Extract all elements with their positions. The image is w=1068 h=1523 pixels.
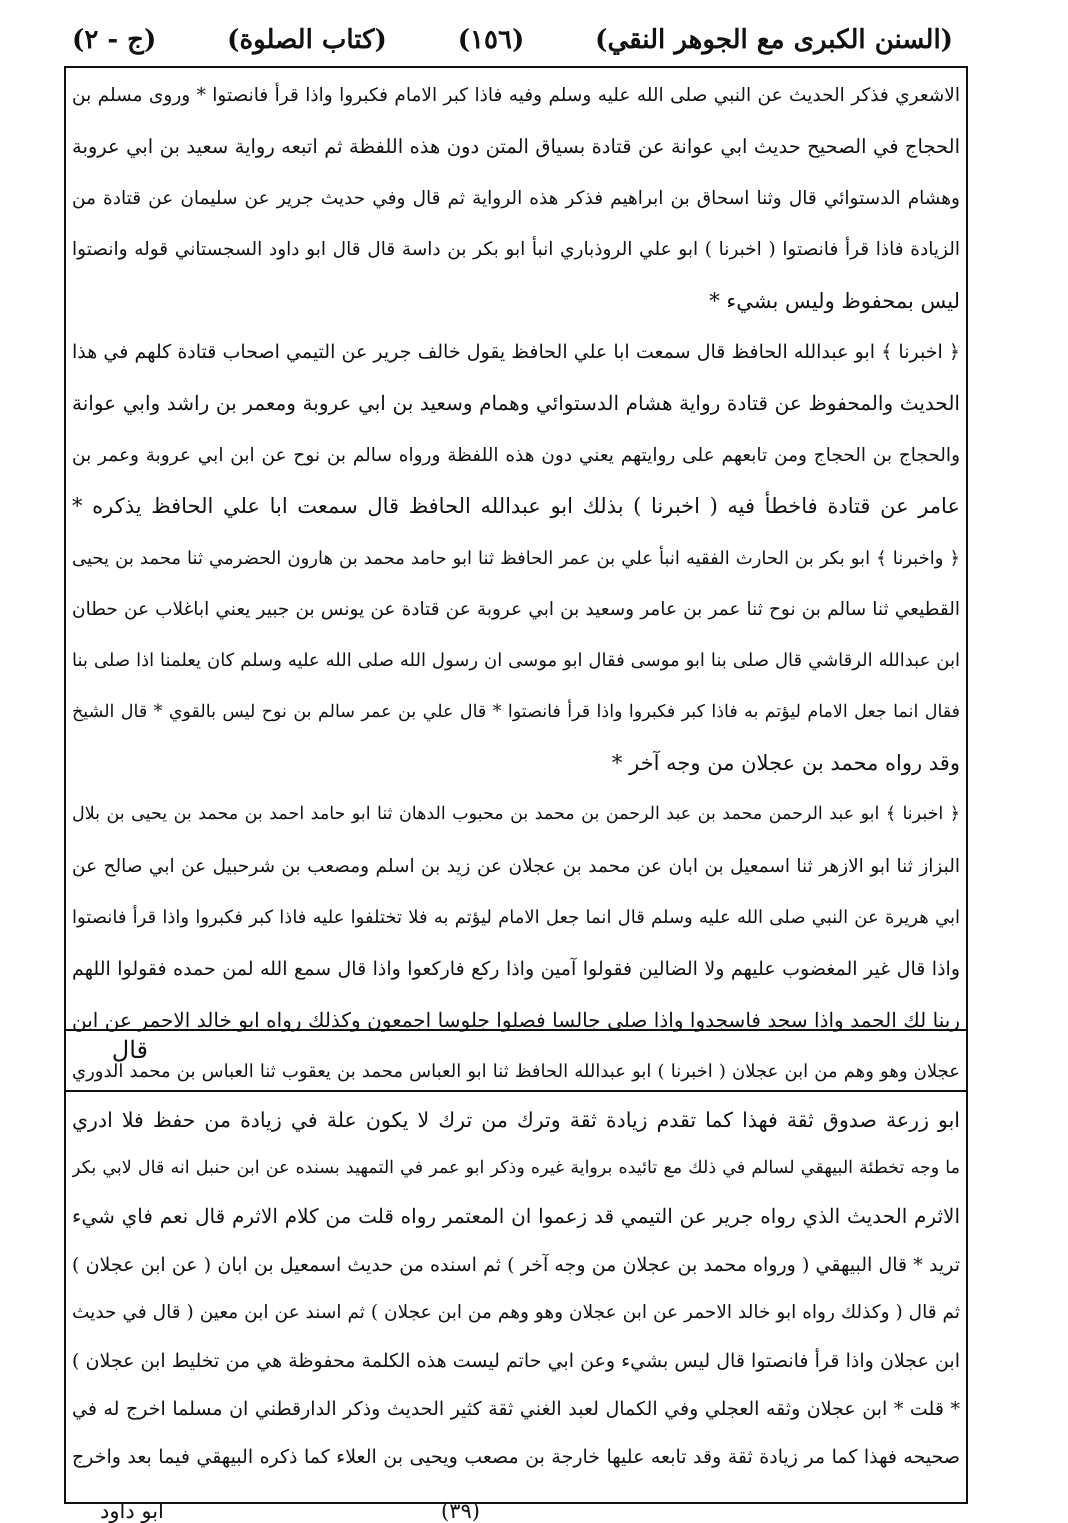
footnote-line: ابو زرعة صدوق ثقة فهذا كما تقدم زيادة ثقة وترك من ترك لا يكون علة في زيادة من حفظ فلا ادري (72, 1108, 960, 1132)
text-line: ﴿ اخبرنا ﴾ ابو عبد الرحمن محمد بن عبد الرحمن بن محمد بن محبوب الدهان ثنا ابو حامد احمد بن محمد بن يحيى بن بلال (72, 804, 960, 825)
page-header (72, 18, 953, 62)
footnote-line: * قلت * ابن عجلان وثقه العجلي وفي الكمال لعبد الغني ثقة كثير الحديث وذكر الدارقطني ان مسلما اخرج له في (72, 1398, 960, 1421)
book-title: (السنن الكبرى مع الجوهر النقي) (595, 25, 953, 55)
qal-label: قال (111, 1036, 148, 1064)
text-line: الاشعري فذكر الحديث عن النبي صلى الله عليه وسلم وفيه فاذا كبر الامام فكبروا واذا قرأ فانصتوا * وروى مسلم بن (72, 85, 960, 106)
page-number: (١٥٦) (457, 25, 525, 55)
text-line: فقال انما جعل الامام ليؤتم به فاذا كبر فكبروا واذا قرأ فانصتوا * قال علي بن عمر سالم بن نوح ليس بالقوي * قال الشيخ (72, 701, 960, 722)
signature-mark: (٣٩) (441, 1500, 480, 1523)
text-line: ابي هريرة عن النبي صلى الله عليه وسلم قال انما جعل الامام ليؤتم به فلا تختلفوا عليه فاذا كبر فكبروا واذا قرأ فانصتوا (72, 907, 960, 929)
text-line: ﴿ اخبرنا ﴾ ابو عبدالله الحافظ قال سمعت ابا علي الحافظ يقول خالف جرير عن التيمي اصحاب قتادة كلهم في هذا (72, 340, 960, 363)
text-line: الحديث والمحفوظ عن قتادة رواية هشام الدستوائي وهمام وسعيد بن ابي عروبة ومعمر بن راشد وابي عوانة (72, 391, 960, 416)
footnote-line: ما وجه تخطئة البيهقي لسالم في ذلك مع تائيده برواية غيره وذكر ابو عمر في التمهيد بسنده عن ابن حنبل انه قال لابي بكر (72, 1158, 960, 1179)
footnote-line: صحيحه فهذا كما مر زيادة ثقة وقد تابعه عليها خارجة بن مصعب ويحيى بن العلاء كما ذكره البيهقي فيما بعد واخرج (72, 1446, 960, 1469)
text-line: واذا قال غير المغضوب عليهم ولا الضالين فقولوا آمين واذا ركع فاركعوا واذا قال سمع الله لمن حمده فقولوا اللهم (72, 957, 960, 980)
text-line: عجلان وهو وهم من ابن عجلان ( اخبرنا ) ابو عبدالله الحافظ ثنا ابو العباس محمد بن يعقوب ثنا العباس بن محمد الدوري (72, 1061, 960, 1083)
text-line: القطيعي ثنا سالم بن نوح ثنا عمر بن عامر وسعيد بن ابي عروبة عن قتادة عن يونس بن جبير يعني اباغلاب عن حطان (72, 598, 960, 620)
footnote-line: ثم قال ( وكذلك رواه ابو خالد الاحمر عن ابن عجلان وهو وهم من ابن عجلان ) ثم اسند عن ابن معين ( قال في حديث (72, 1301, 960, 1323)
text-line: والحجاج بن الحجاج ومن تابعهم على روايتهم يعني دون هذه اللفظة ورواه سالم بن نوح عن ابن ابي عروبة وعمر بن (72, 444, 960, 466)
text-line: وقد رواه محمد بن عجلان من وجه آخر * (611, 751, 960, 776)
text-line: عامر عن قتادة فاخطأ فيه ( اخبرنا ) بذلك ابو عبدالله الحافظ قال سمعت ابا علي الحافظ يذكره * (72, 494, 960, 519)
footnote-line: تريد * قال البيهقي ( ورواه محمد بن عجلان من وجه آخر ) ثم اسنده من حديث اسمعيل بن ابان ( عن ابن عجلان ) (72, 1253, 960, 1276)
text-line: ليس بمحفوظ وليس بشيء * (709, 288, 960, 313)
catchword: ابو داود (100, 1500, 164, 1523)
main-text (72, 70, 960, 1098)
text-line: وهشام الدستوائي قال وثنا اسحاق بن ابراهيم فذكر هذه الرواية ثم قال وفي حديث جرير عن سليمان عن قتادة من (72, 187, 960, 209)
text-line: ربنا لك الحمد واذا سجد فاسجدوا واذا صلى جالسا فصلوا جلوسا اجمعون وكذلك رواه ابو خالد الاحمر عن ابن (72, 1008, 960, 1033)
text-line: ابن عبدالله الرقاشي قال صلى بنا ابو موسى فقال ابو موسى ان رسول الله صلى الله عليه وسلم كان يعلمنا اذا صلى بنا (72, 650, 960, 672)
footnote-line: ابن عجلان واذا قرأ فانصتوا قال ليس بشيء وعن ابي حاتم ليست هذه الكلمة محفوظة هي من تخليط ابن عجلان ) (72, 1349, 960, 1372)
volume-label: (ج - ٢) (72, 25, 157, 55)
chapter-title: (كتاب الصلوة) (227, 25, 387, 55)
text-line: الحجاج في الصحيح حديث ابي عوانة عن قتادة بسياق المتن دون هذه اللفظة ثم اتبعه رواية سعيد بن ابي عروبة (72, 135, 960, 159)
footnote-line: الاثرم الحديث الذي رواه جرير عن التيمي قد زعموا ان المعتمر رواه قلت من كلام الاثرم قال نعم فاي شيء (72, 1204, 960, 1229)
text-line: البزاز ثنا ابو الازهر ثنا اسمعيل بن ابان عن محمد بن عجلان عن زيد بن اسلم ومصعب بن شرحبيل عن ابي صالح عن (72, 855, 960, 877)
text-line: ﴿ واخبرنا ﴾ ابو بكر بن الحارث الفقيه انبأ علي بن عمر الحافظ ثنا ابو حامد محمد بن هارون الحضرمي ثنا محمد بن يحيى (72, 547, 960, 569)
footnote-text (72, 1096, 960, 1482)
text-line: الزيادة فاذا قرأ فانصتوا ( اخبرنا ) ابو علي الروذباري انبأ ابو بكر بن داسة قال قال ابو داود السجستاني قوله وانصتوا (72, 239, 960, 261)
page-footer (100, 1500, 480, 1523)
